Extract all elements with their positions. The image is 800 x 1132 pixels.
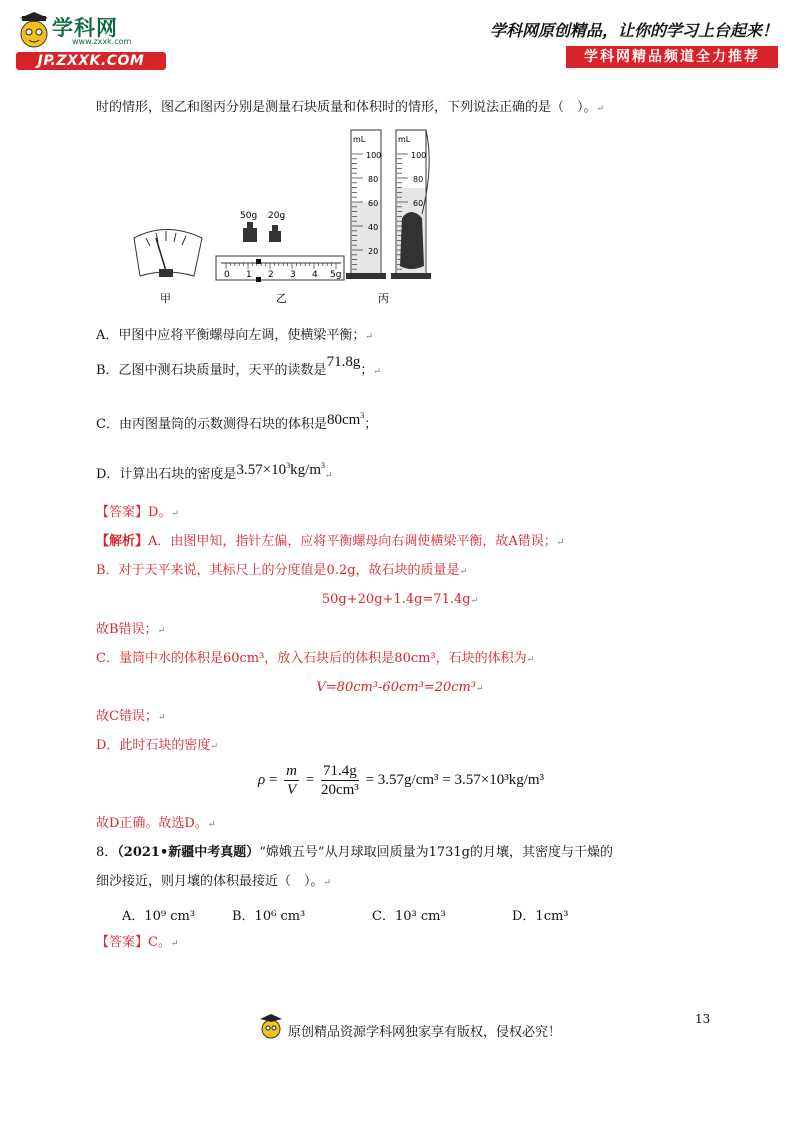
cyl2-tick-100: 100: [411, 151, 427, 160]
density-formula: ρ = $\frac{m}{V}$ = $\frac{71.4g}{\text{20cm³}}$ = 3.57g/cm³ = 3.57×10³kg/m³: [258, 763, 545, 798]
q8-option-d: D．1cm³: [512, 909, 569, 924]
ruler-tick-1: 1: [246, 270, 252, 280]
option-b-value: 71.8g: [326, 354, 361, 370]
mascot-icon: [14, 10, 54, 52]
logo-url[interactable]: JP.ZXXK.COM: [16, 52, 166, 70]
figure-label-yi: 乙: [276, 292, 287, 305]
cylinder2-unit-label: mL: [398, 135, 411, 144]
analysis-c: C．量筒中水的体积是60cm³，放入石块后的体积是80cm³，石块的体积为↵: [96, 651, 535, 666]
cyl-tick-20: 20: [368, 247, 379, 256]
option-a: A．甲图中应将平衡螺母向左调，使横梁平衡；↵: [96, 328, 373, 343]
cyl2-tick-60: 60: [413, 199, 424, 208]
option-d-unit: kg/m: [290, 462, 321, 478]
ruler-tick-2: 2: [268, 270, 274, 280]
analysis-b-formula: 50g+20g+1.4g=71.4g↵: [321, 592, 479, 607]
channel-banner: 学科网精品频道全力推荐: [566, 46, 778, 68]
analysis-b: B．对于天平来说，其标尺上的分度值是0.2g，故石块的质量是↵: [96, 563, 468, 578]
option-c: C．由丙图量筒的示数测得石块的体积是$80cm^3$；: [96, 411, 378, 432]
ruler-tick-5: 5g: [330, 270, 342, 280]
question-8-line2: 细沙接近，则月壤的体积最接近（ ）。↵: [96, 874, 332, 889]
option-d: D．计算出石块的密度是$3.57\times 10^3kg/m^3↵$: [96, 461, 333, 482]
site-logo[interactable]: [14, 10, 164, 72]
cyl2-tick-80: 80: [413, 175, 424, 184]
analysis-c-conclusion: 故C错误；↵: [96, 709, 166, 724]
q8-option-b: B．10⁶ cm³: [232, 909, 306, 924]
weight-label-50g: 50g: [240, 211, 258, 221]
cyl-tick-40: 40: [368, 223, 379, 232]
ruler-tick-0: 0: [224, 270, 230, 280]
question-intro: 时的情形，图乙和图丙分别是测量石块质量和体积时的情形，下列说法正确的是（ ）。↵: [96, 100, 605, 115]
logo-text: 学科网: [52, 16, 118, 40]
answer-line: 【答案】D。↵: [96, 505, 179, 520]
ruler-tick-4: 4: [312, 270, 318, 280]
cyl-tick-60: 60: [368, 199, 379, 208]
option-c-value: 80cm: [326, 412, 361, 428]
fraction-values: $\frac{71.4g}{\text{20cm³}}$: [320, 763, 359, 798]
weight-label-20g: 20g: [268, 211, 286, 221]
analysis-b-conclusion: 故B错误；↵: [96, 622, 166, 637]
experiment-figure: [126, 126, 466, 306]
analysis-c-formula: V=80cm³-60cm³=20cm³↵: [316, 680, 484, 695]
q8-option-a: A．10⁹ cm³: [122, 909, 196, 924]
weight-50g: [243, 222, 257, 242]
analysis-d-conclusion: 故D正确。故选D。↵: [96, 816, 216, 831]
cyl-tick-100: 100: [366, 151, 382, 160]
balance-dial: [134, 230, 202, 278]
figure-label-jia: 甲: [160, 292, 171, 305]
page-number: 13: [695, 1012, 711, 1026]
option-d-value: 3.57×10: [236, 462, 287, 478]
fraction-m-over-v: $\frac{m}{V}$: [286, 763, 298, 798]
header-slogan: 学科网原创精品，让你的学习上台起来！: [489, 21, 778, 40]
analysis-a: 【解析】A．由图甲知，指针左偏，应将平衡螺母向右调使横梁平衡，故A错误；↵: [96, 534, 565, 549]
ruler-tick-3: 3: [290, 270, 296, 280]
footer-copyright: 原创精品资源学科网独家享有版权，侵权必究！: [288, 1025, 562, 1040]
cyl-tick-80: 80: [368, 175, 379, 184]
q8-answer: 【答案】C。↵: [96, 935, 179, 950]
footer-mascot-icon: [258, 1012, 284, 1042]
weight-20g: [269, 225, 281, 242]
balance-ruler: [216, 256, 344, 282]
option-b: B．乙图中测石块质量时，天平的读数是71.8g；↵: [96, 354, 381, 378]
cylinder-unit-label: mL: [353, 135, 366, 144]
question-8: 8．（2021•新疆中考真题）“嫦娥五号”从月球取回质量为1731g的月壤，其密度与干燥的: [96, 845, 613, 860]
logo-small-url: www.zxxk.com: [72, 37, 132, 46]
q8-option-c: C．10³ cm³: [372, 909, 446, 924]
analysis-d: D．此时石块的密度↵: [96, 738, 218, 753]
figure-label-bing: 丙: [378, 292, 389, 305]
